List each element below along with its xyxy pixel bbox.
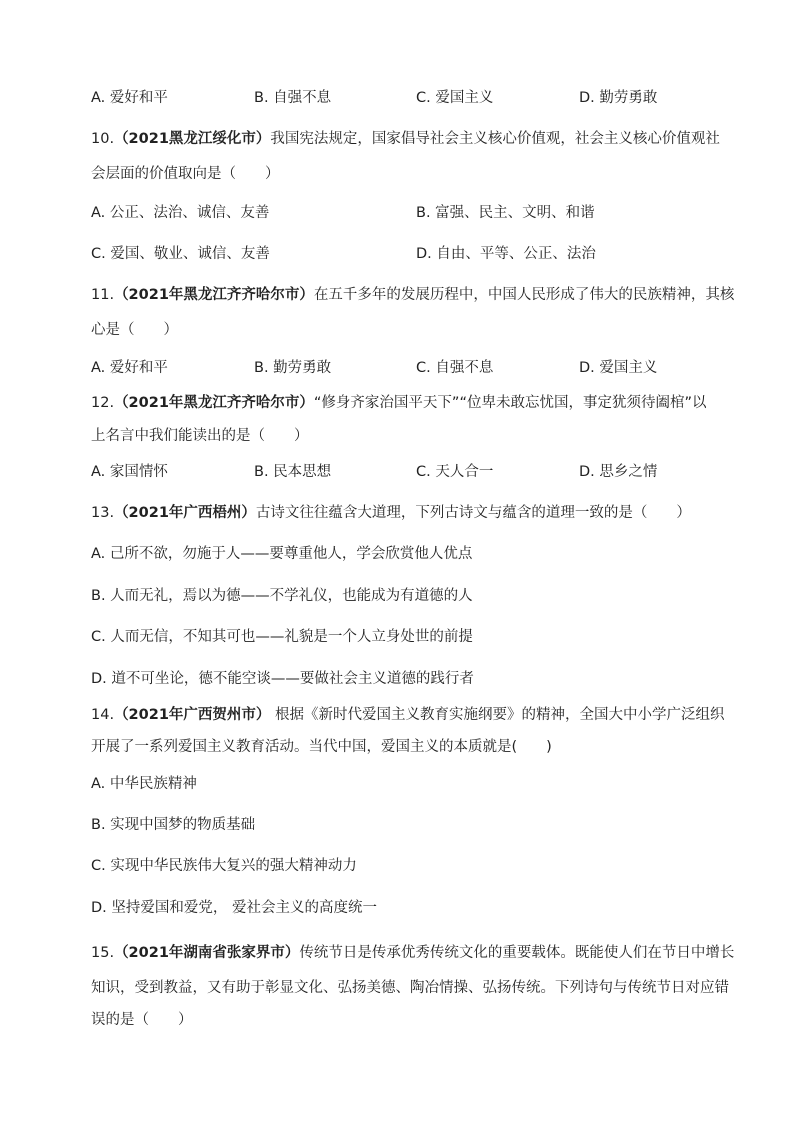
q10-option-a: A. 公正、法治、诚信、友善 <box>91 205 270 221</box>
q14-option-c: C. 实现中华民族伟大复兴的强大精神动力 <box>91 858 357 874</box>
q13-number: 13. <box>91 505 115 521</box>
q15-source: （2021年湖南省张家界市） <box>114 945 300 961</box>
q10-option-c: C. 爱国、敬业、诚信、友善 <box>91 246 270 262</box>
q10-stem-line2: 会层面的价值取向是（ ） <box>91 166 280 182</box>
q9-option-b: B. 自强不息 <box>254 90 332 106</box>
q9-option-a: A. 爱好和平 <box>91 90 168 106</box>
q12-option-c: C. 天人合一 <box>416 464 494 480</box>
q15-stem-line2: 知识，受到教益，又有助于彰显文化、弘扬美德、陶冶情操、弘扬传统。下列诗句与传统节日对应错 <box>91 980 729 996</box>
q12-stem-line2: 上名言中我们能读出的是（ ） <box>91 428 309 444</box>
q14-text: 根据《新时代爱国主义教育实施纲要》的精神，全国大中小学广泛组织 <box>270 707 725 723</box>
q14-option-d: D. 坚持爱国和爱党， 爱社会主义的高度统一 <box>91 900 377 916</box>
q11-option-b: B. 勤劳勇敢 <box>254 360 332 376</box>
q15-stem-line3: 误的是（ ） <box>91 1012 193 1028</box>
q15-text: 传统节日是传承优秀传统文化的重要载体。既能使人们在节日中增长 <box>299 945 735 961</box>
q10-number: 10. <box>91 131 115 147</box>
q12-text: “修身齐家治国平天下”“位卑未敢忘忧国，事定犹须待阖棺”以 <box>313 395 707 411</box>
q9-option-c: C. 爱国主义 <box>416 90 494 106</box>
q10-option-b: B. 富强、民主、文明、和谐 <box>416 205 595 221</box>
q14-stem-line1 <box>91 705 725 725</box>
q10-option-d: D. 自由、平等、公正、法治 <box>416 246 596 262</box>
q14-stem-line2: 开展了一系列爱国主义教育活动。当代中国，爱国主义的本质就是( ) <box>91 739 552 755</box>
q13-source: （2021年广西梧州） <box>114 505 256 521</box>
q12-source: （2021年黑龙江齐齐哈尔市） <box>114 395 314 411</box>
q14-option-b: B. 实现中国梦的物质基础 <box>91 817 256 833</box>
q10-source: （2021黑龙江绥化市） <box>114 131 271 147</box>
q14-source: （2021年广西贺州市） <box>114 707 271 723</box>
q11-stem-line1 <box>91 285 734 305</box>
q12-stem-line1 <box>91 393 706 413</box>
q14-number: 14. <box>91 707 115 723</box>
q11-stem-line2: 心是（ ） <box>91 322 178 338</box>
q12-option-d: D. 思乡之情 <box>579 464 658 480</box>
q11-number: 11. <box>91 287 115 303</box>
q10-stem-line1 <box>91 129 720 149</box>
q11-text: 在五千多年的发展历程中，中国人民形成了伟大的民族精神，其核 <box>313 287 735 303</box>
q14-option-a: A. 中华民族精神 <box>91 776 197 792</box>
q12-number: 12. <box>91 395 115 411</box>
q12-option-b: B. 民本思想 <box>254 464 332 480</box>
q13-option-c: C. 人而无信，不知其可也——礼貌是一个人立身处世的前提 <box>91 629 473 645</box>
q10-text: 我国宪法规定，国家倡导社会主义核心价值观，社会主义核心价值观社 <box>270 131 720 147</box>
q11-option-d: D. 爱国主义 <box>579 360 658 376</box>
q13-option-a: A. 己所不欲，勿施于人——要尊重他人，学会欣赏他人优点 <box>91 546 473 562</box>
q13-option-b: B. 人而无礼，焉以为德——不学礼仪，也能成为有道德的人 <box>91 588 473 604</box>
q11-option-a: A. 爱好和平 <box>91 360 168 376</box>
q9-option-d: D. 勤劳勇敢 <box>579 90 658 106</box>
q15-stem-line1 <box>91 943 734 963</box>
q12-option-a: A. 家国情怀 <box>91 464 168 480</box>
q11-source: （2021年黑龙江齐齐哈尔市） <box>114 287 314 303</box>
q15-number: 15. <box>91 945 115 961</box>
q13-stem-line1 <box>91 503 691 523</box>
q13-text: 古诗文往往蕴含大道理，下列古诗文与蕴含的道理一致的是（ ） <box>255 505 691 521</box>
q13-option-d: D. 道不可坐论，德不能空谈——要做社会主义道德的践行者 <box>91 671 474 687</box>
q11-option-c: C. 自强不息 <box>416 360 494 376</box>
